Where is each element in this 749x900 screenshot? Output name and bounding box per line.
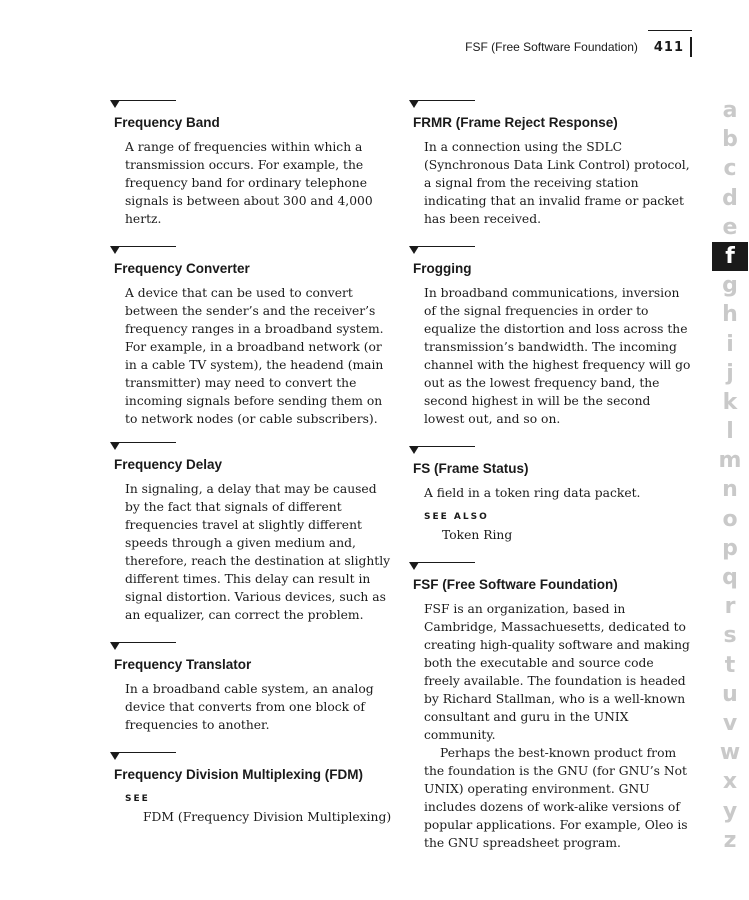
right-column [409,100,692,852]
thumb-letter-h: h [722,302,738,328]
thumb-letter-u: u [722,681,738,707]
entry-definition: A field in a token ring data packet. [424,486,641,500]
thumb-letter-y: y [722,798,738,824]
entry-marker [110,100,392,110]
entry-term: FS (Frame Status) [413,461,529,476]
glossary-entry [409,100,692,228]
entry-definition: In broadband communications, inversion of the signal frequencies in order to equalize the distortion and loss across the transmission’s bandwidth. The incoming channel with the highest frequency will go out as the lowest frequency band, the second highest in will be the second lowest out, and so on. [424,286,691,426]
header-rule [648,30,692,31]
entry-marker [110,442,392,452]
thumb-letter-d: d [722,185,738,211]
glossary-entry [110,100,392,228]
glossary-entry [110,752,392,826]
thumb-letter-k: k [722,389,738,415]
thumb-letter-g: g [722,273,738,299]
thumb-letter-m: m [718,448,742,474]
see-also-label: SEE ALSO [424,512,489,522]
thumb-letter-b: b [722,127,738,153]
entry-marker [110,246,392,256]
entry-marker [409,100,692,110]
entry-definition: In a connection using the SDLC (Synchronous Data Link Control) protocol, a signal from the receiving station indicating that an invalid frame or packet has been received. [424,140,690,226]
thumb-letter-z: z [723,827,737,853]
running-head [440,37,692,57]
entry-term: Frequency Delay [114,457,223,472]
alphabet-thumb-index [710,96,749,855]
entry-definition: FSF is an organization, based in Cambridge, Massachuesetts, dedicated to creating high-quality software and making both the executable and source code freely available. The foundation is headed by Richard Stallman, who is a well-known consultant and guru in the UNIX community. [424,602,690,742]
entry-definition: Perhaps the best-known product from the foundation is the GNU (for GNU’s Not UNIX) operating environment. GNU includes dozens of work-alike versions of popular applications. For example, Oleo is the GNU spreadsheet program. [424,746,688,850]
glossary-entry [110,442,392,624]
entry-term: Frequency Band [114,115,220,130]
entry-definition: A range of frequencies within which a transmission occurs. For example, the frequency band for ordinary telephone signals is between about 300 and 4,000 hertz. [125,140,373,226]
left-column [110,100,392,826]
glossary-entry [409,446,692,544]
entry-marker [409,246,692,256]
entry-marker [110,752,392,762]
thumb-letter-n: n [722,477,738,503]
entry-marker [409,562,692,572]
entry-term: Frogging [413,261,472,276]
thumb-letter-q: q [722,565,738,590]
entry-definition: In a broadband cable system, an analog device that converts from one block of frequencies to another. [125,682,374,732]
running-head-title: FSF (Free Software Foundation) [465,40,638,54]
entry-term: FSF (Free Software Foundation) [413,577,618,592]
thumb-letter-t: t [724,652,736,678]
thumb-letter-r: r [724,594,736,620]
thumb-letter-j: j [726,360,734,386]
entry-term: Frequency Division Multiplexing (FDM) [114,767,364,782]
thumb-letter-l: l [726,419,734,445]
glossary-entry [110,642,392,734]
entry-marker [409,446,692,456]
entry-term: FRMR (Frame Reject Response) [413,115,618,130]
thumb-letter-s: s [723,623,737,649]
glossary-entry [110,246,392,428]
see-label: SEE [125,794,150,804]
see-also-reference: Token Ring [442,528,513,542]
thumb-letter-a: a [722,98,738,123]
see-reference: FDM (Frequency Division Multiplexing) [143,810,392,824]
entry-term: Frequency Translator [114,657,252,672]
entry-definition: A device that can be used to convert between the sender’s and the receiver’s frequency ranges in a broadband system. For example, in a broadband network (or in a cable TV system), the headend (main transmitter) may need to convert the incoming signals before sending them on to network nodes (or cable subscribers). [125,286,384,426]
entry-term: Frequency Converter [114,261,250,276]
thumb-letter-f: f [712,242,748,271]
thumb-letter-v: v [722,710,738,736]
thumb-letter-o: o [722,506,738,532]
thumb-letter-w: w [719,740,741,766]
thumb-letter-i: i [726,331,734,357]
glossary-entry [409,562,692,852]
thumb-letter-x: x [722,769,738,795]
entry-marker [110,642,392,652]
thumb-letter-e: e [722,214,738,240]
page-number: 411 [653,39,684,55]
entry-definition: In signaling, a delay that may be caused by the fact that signals of different frequencies travel at slightly different speeds through a given medium and, therefore, reach the destination at slightly different times. This delay can result in signal distortion. Various devices, such as an equalizer, can correct the problem. [125,482,391,622]
glossary-entry [409,246,692,428]
thumb-letter-p: p [722,535,738,561]
thumb-letter-c: c [723,156,737,182]
